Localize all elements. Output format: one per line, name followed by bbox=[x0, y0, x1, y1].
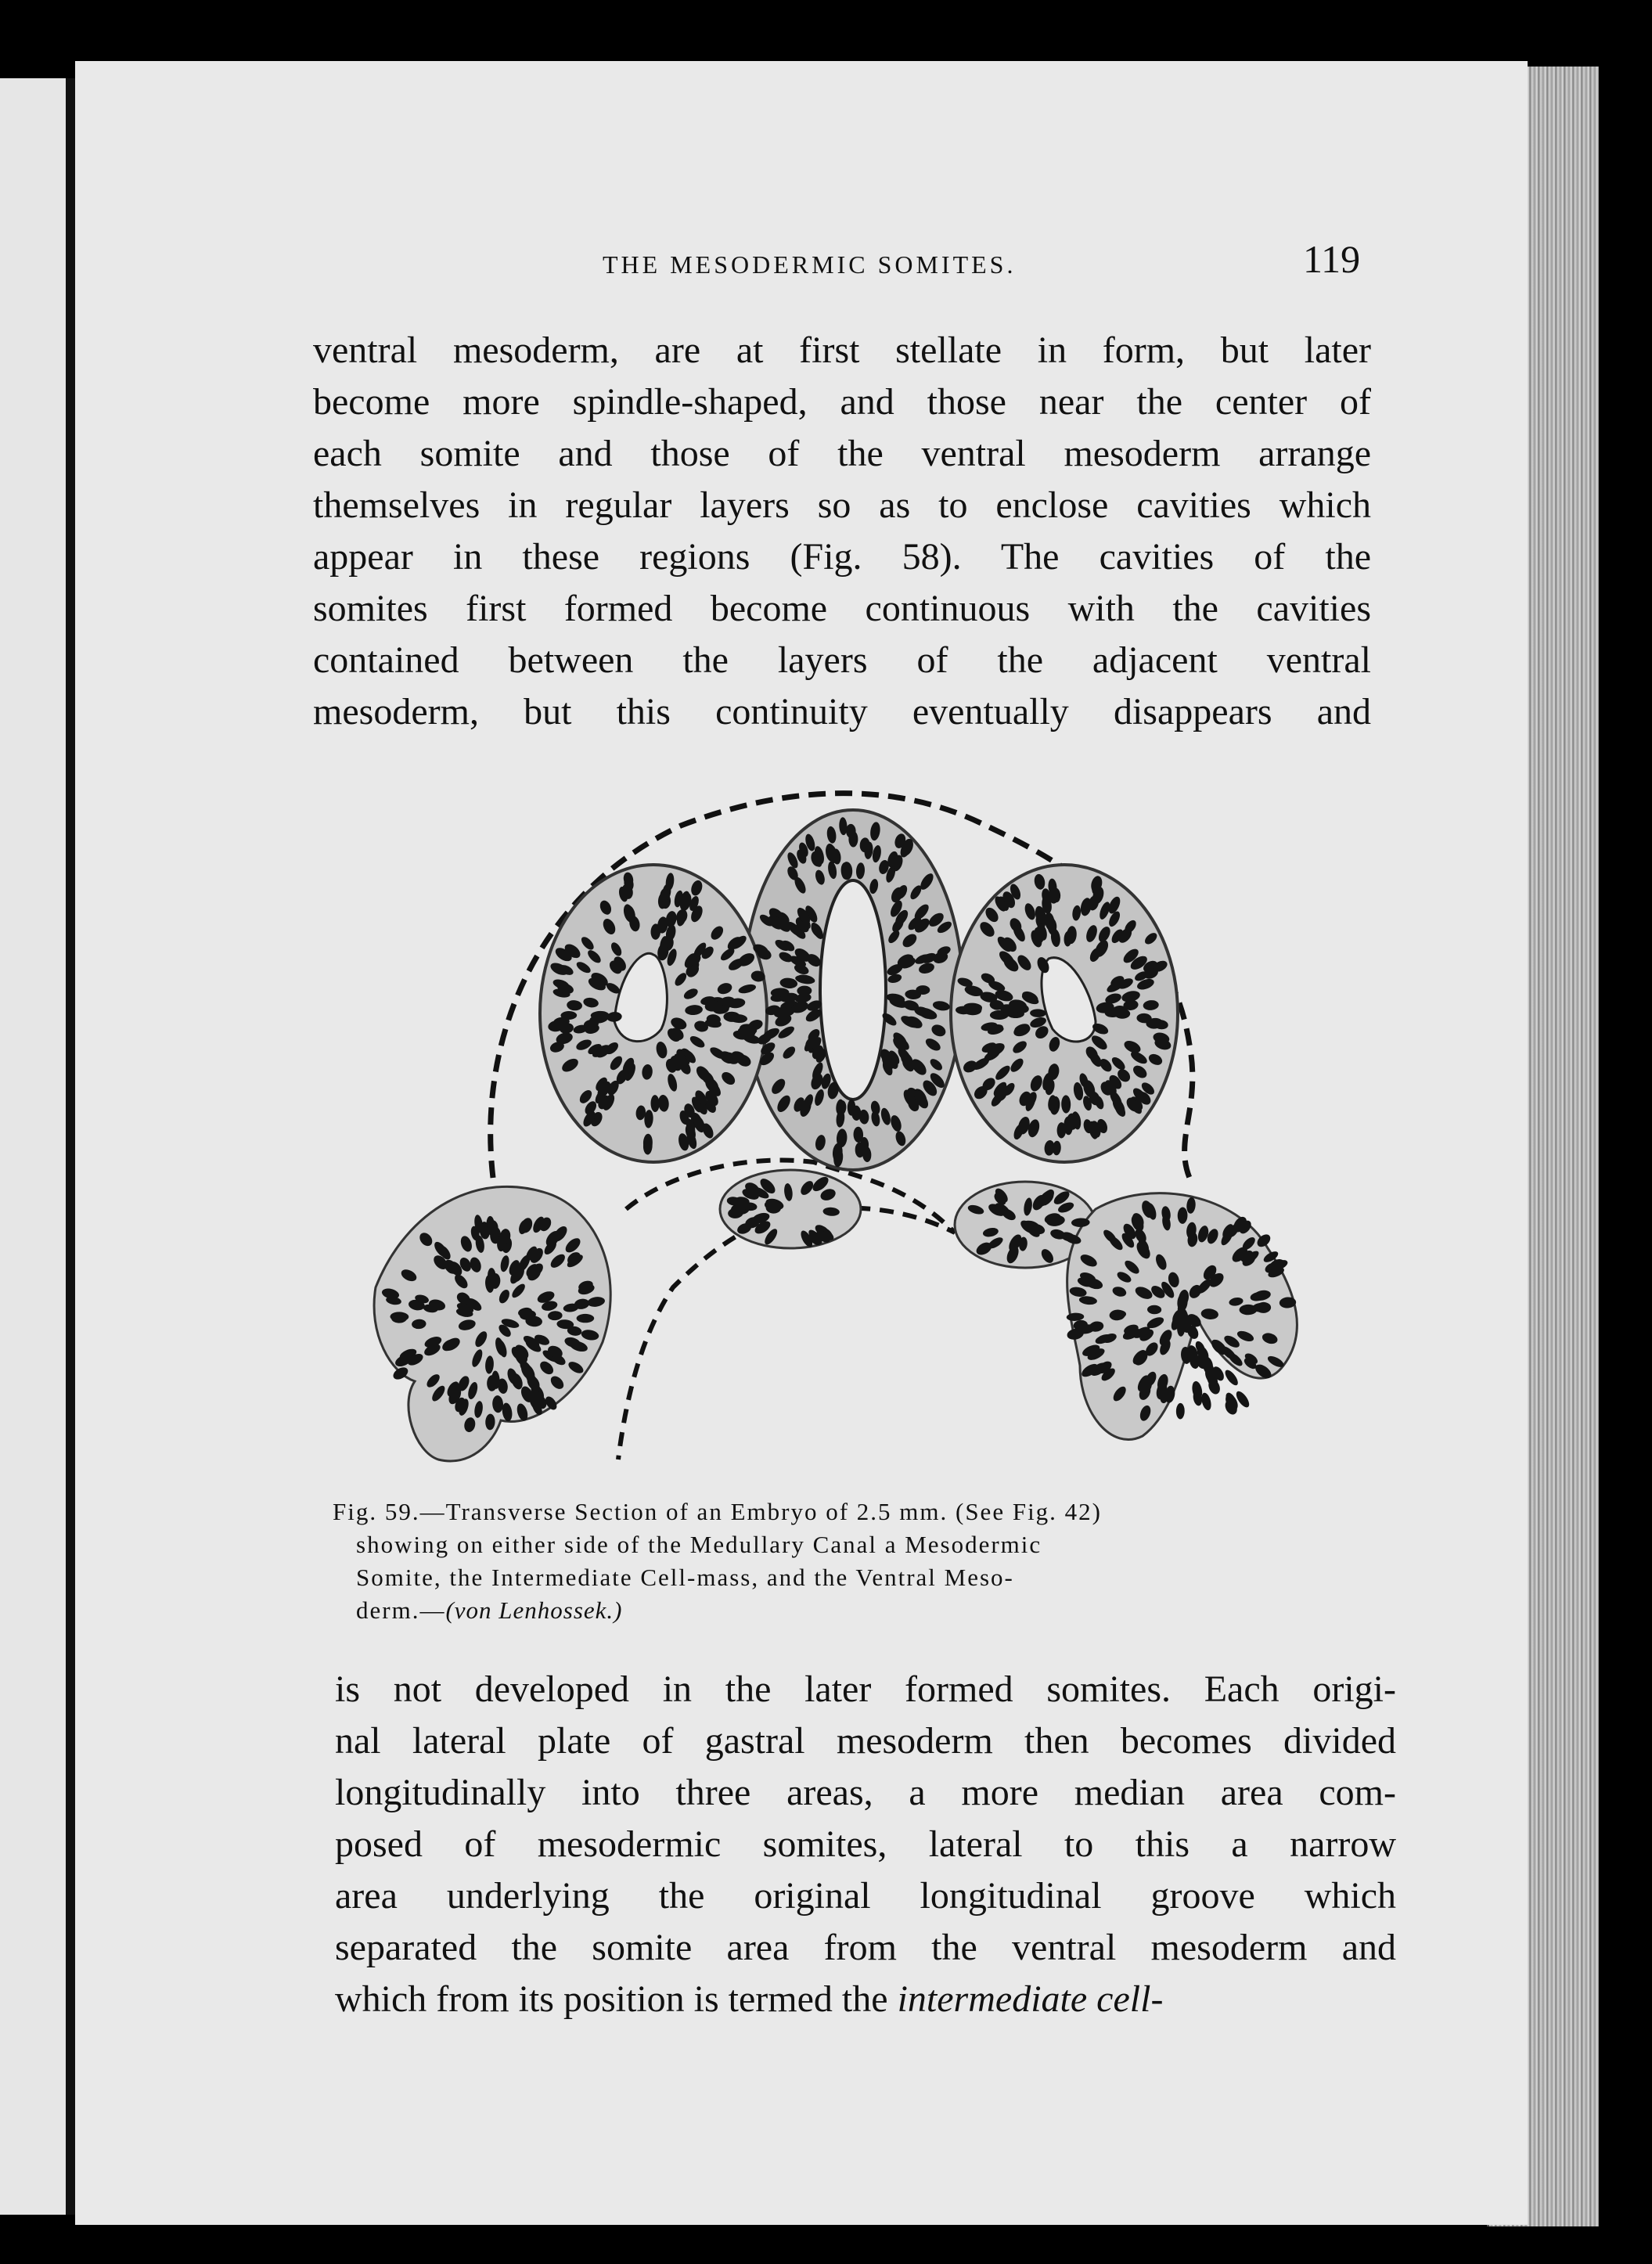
medullary-lumen bbox=[820, 880, 886, 1100]
facing-page-strip bbox=[0, 78, 72, 2215]
paragraph-bottom bbox=[335, 1664, 1396, 2025]
book-gutter bbox=[66, 78, 75, 2215]
paragraph-top bbox=[313, 325, 1371, 738]
text-line: mesoderm, but this continuity eventually disappears and bbox=[313, 691, 1371, 732]
cell-nucleus bbox=[1176, 1403, 1185, 1420]
caption-line: Somite, the Intermediate Cell-mass, and the Ventral Meso- bbox=[356, 1564, 1014, 1591]
cell-nucleus bbox=[577, 1314, 595, 1323]
text-line: each somite and those of the ventral mesoderm arrange bbox=[313, 433, 1371, 474]
running-head: THE MESODERMIC SOMITES. bbox=[603, 250, 1017, 279]
cell-nucleus bbox=[916, 985, 930, 995]
embryo-section-illustration bbox=[344, 771, 1385, 1479]
caption-line-text: derm.— bbox=[356, 1596, 446, 1624]
text-line: themselves in regular layers so as to enclose cavities which bbox=[313, 484, 1371, 526]
caption-credit: (von Lenhossek.) bbox=[445, 1596, 623, 1624]
cell-nucleus bbox=[391, 1314, 407, 1323]
text-line: posed of mesodermic somites, lateral to this a narrow bbox=[335, 1823, 1396, 1865]
figure-caption bbox=[333, 1496, 1385, 1627]
text-line: become more spindle-shaped, and those near the center of bbox=[313, 381, 1371, 423]
text-line: somites first formed become continuous with the cavities bbox=[313, 588, 1371, 629]
text-line: nal lateral plate of gastral mesoderm then becomes divided bbox=[335, 1720, 1396, 1762]
text-line: separated the somite area from the ventral mesoderm and bbox=[335, 1927, 1396, 1968]
caption-line: Fig. 59.—Transverse Section of an Embryo of 2.5 mm. (See Fig. 42) bbox=[333, 1498, 1102, 1525]
caption-line bbox=[333, 1594, 1385, 1627]
text-line bbox=[335, 1974, 1396, 2025]
text-line: contained between the layers of the adjacent ventral bbox=[313, 639, 1371, 681]
text-line: longitudinally into three areas, a more median area com- bbox=[335, 1772, 1396, 1813]
italic-term: intermediate cell- bbox=[897, 1978, 1164, 2020]
text-line-text: which from its position is termed the bbox=[335, 1978, 888, 2020]
text-line: appear in these regions (Fig. 58). The cavities of the bbox=[313, 536, 1371, 578]
text-line: is not developed in the later formed somites. Each origi- bbox=[335, 1668, 1396, 1710]
text-line: area underlying the original longitudinal groove which bbox=[335, 1875, 1396, 1917]
page-number: 119 bbox=[1303, 237, 1361, 281]
text-line: ventral mesoderm, are at first stellate in form, but later bbox=[313, 329, 1371, 371]
caption-line: showing on either side of the Medullary Canal a Mesodermic bbox=[356, 1531, 1042, 1558]
